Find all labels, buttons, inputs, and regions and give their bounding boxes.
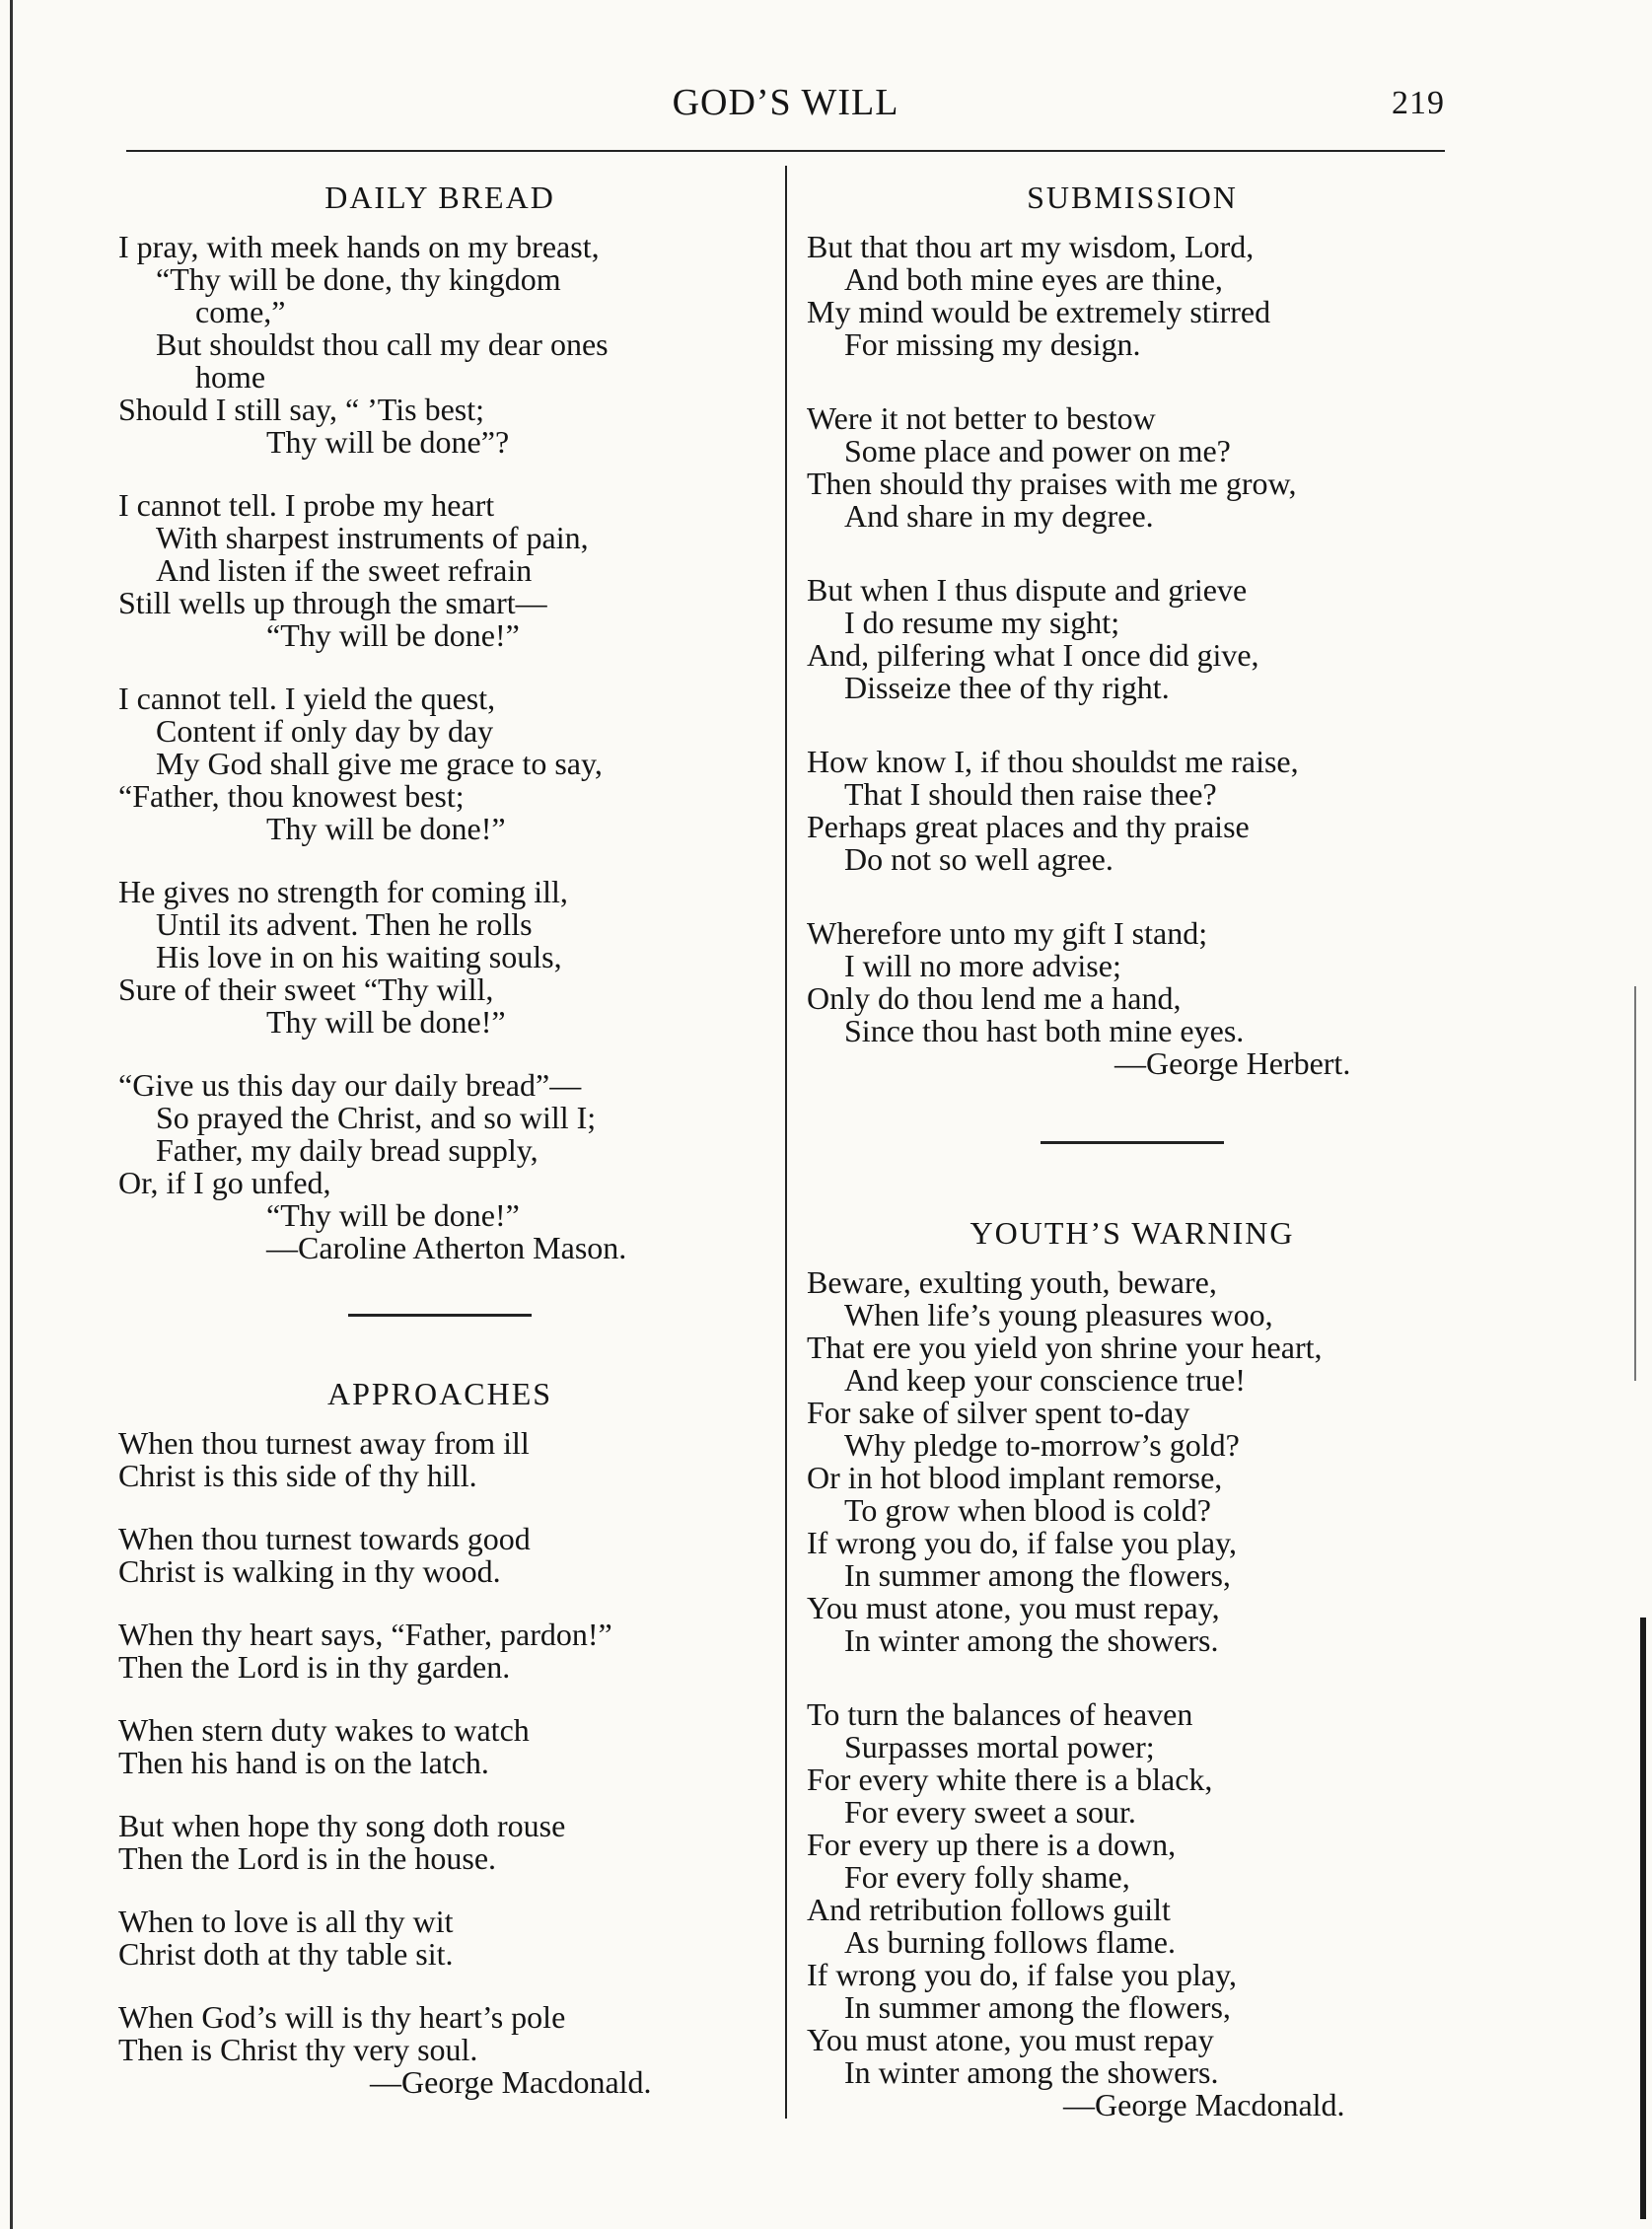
attribution: —George Herbert.: [1114, 1045, 1351, 1081]
stanza: [118, 1427, 761, 1492]
stanza: [118, 489, 761, 652]
verse-line: Since thou hast both mine eyes.: [844, 1013, 1245, 1048]
stanza: [807, 1266, 1458, 1657]
verse-line: When life’s young pleasures woo,: [844, 1297, 1273, 1332]
verse-line: Why pledge to-morrow’s gold?: [844, 1427, 1240, 1463]
verse-line: Still wells up through the smart—: [118, 585, 547, 620]
stanza: [807, 917, 1458, 1080]
stanza: [118, 2001, 761, 2099]
verse-line: When to love is all thy wit: [118, 1904, 454, 1939]
section-rule: [348, 1314, 532, 1317]
attribution: —George Macdonald.: [1063, 2087, 1345, 2122]
stanza: [118, 1810, 761, 1875]
verse-line: You must atone, you must repay: [807, 2022, 1214, 2057]
poem-title: APPROACHES: [326, 1376, 553, 1411]
verse-line: To turn the balances of heaven: [807, 1696, 1193, 1732]
stanza: [807, 574, 1458, 704]
verse-line: Then is Christ thy very soul.: [118, 2032, 478, 2067]
verse-line: With sharpest instruments of pain,: [156, 520, 589, 555]
verse-line: If wrong you do, if false you play,: [807, 1525, 1238, 1560]
verse-line: Thy will be done!”: [266, 811, 506, 846]
poem-daily-bread: [118, 178, 761, 1264]
verse-line: Thy will be done!”: [266, 1004, 506, 1040]
running-title: GOD’S WILL: [672, 82, 899, 123]
poem-title: YOUTH’S WARNING: [970, 1215, 1295, 1251]
page-number: 219: [1392, 85, 1445, 121]
verse-line: “Thy will be done!”: [266, 617, 520, 653]
verse-line: When stern duty wakes to watch: [118, 1712, 530, 1748]
stanza: [118, 683, 761, 845]
verse-line: Were it not better to bestow: [807, 400, 1156, 436]
scan-edge-bar: [1640, 1618, 1646, 2219]
poem-title: SUBMISSION: [1027, 180, 1238, 215]
verse-line: When thy heart says, “Father, pardon!”: [118, 1617, 612, 1652]
verse-line: He gives no strength for coming ill,: [118, 874, 568, 909]
verse-line: My mind would be extremely stirred: [807, 294, 1271, 329]
verse-line: In summer among the flowers,: [844, 1557, 1231, 1593]
verse-line: Disseize thee of thy right.: [844, 670, 1170, 705]
poem-submission: [807, 178, 1458, 1080]
verse-line: Christ doth at thy table sit.: [118, 1936, 454, 1972]
scan-edge-shadow: [10, 0, 13, 2229]
verse-line: “Father, thou knowest best;: [118, 778, 465, 814]
verse-line: To grow when blood is cold?: [844, 1492, 1211, 1528]
verse-line: In winter among the showers.: [844, 1622, 1219, 1658]
verse-line: How know I, if thou shouldst me raise,: [807, 744, 1299, 779]
verse-line: Surpasses mortal power;: [844, 1729, 1155, 1764]
verse-line: If wrong you do, if false you play,: [807, 1957, 1238, 1992]
verse-line: I cannot tell. I probe my heart: [118, 487, 495, 523]
verse-line: Then the Lord is in thy garden.: [118, 1649, 511, 1685]
verse-line: Or, if I go unfed,: [118, 1165, 331, 1200]
verse-line: In winter among the showers.: [844, 2054, 1219, 2090]
verse-line: In summer among the flowers,: [844, 1989, 1231, 2025]
stanza: [118, 1905, 761, 1971]
verse-line: But shouldst thou call my dear ones: [156, 326, 609, 362]
verse-line: So prayed the Christ, and so will I;: [156, 1100, 597, 1135]
left-column: [118, 170, 761, 2129]
verse-line: Should I still say, “ ’Tis best;: [118, 392, 484, 427]
verse-line: Perhaps great places and thy praise: [807, 809, 1250, 844]
stanza: [118, 1714, 761, 1779]
verse-line: And, pilfering what I once did give,: [807, 637, 1259, 673]
verse-line: For every up there is a down,: [807, 1827, 1177, 1862]
verse-line: My God shall give me grace to say,: [156, 746, 603, 781]
stanza: [118, 1523, 761, 1588]
verse-line: Beware, exulting youth, beware,: [807, 1264, 1217, 1300]
stanza: [118, 1618, 761, 1684]
verse-line: But that thou art my wisdom, Lord,: [807, 229, 1255, 264]
verse-line: Until its advent. Then he rolls: [156, 906, 533, 942]
verse-line: That I should then raise thee?: [844, 776, 1217, 812]
right-column: [807, 170, 1458, 2121]
verse-line: For every sweet a sour.: [844, 1794, 1136, 1830]
verse-line: And retribution follows guilt: [807, 1892, 1171, 1927]
stanza: [807, 231, 1458, 361]
verse-line: And both mine eyes are thine,: [844, 261, 1223, 297]
poem-approaches: [118, 1374, 761, 2099]
verse-line: “Thy will be done, thy kingdom: [156, 261, 561, 297]
stanza: [118, 876, 761, 1039]
attribution: —Caroline Atherton Mason.: [266, 1230, 627, 1265]
stanza: [807, 1698, 1458, 2121]
stanza: [118, 231, 761, 459]
verse-line: His love in on his waiting souls,: [156, 939, 562, 974]
verse-line: I do resume my sight;: [844, 605, 1120, 640]
poem-youths-warning: [807, 1213, 1458, 2121]
verse-line: When thou turnest away from ill: [118, 1425, 530, 1461]
verse-line: I cannot tell. I yield the quest,: [118, 681, 496, 716]
verse-line: Then should thy praises with me grow,: [807, 466, 1297, 501]
verse-line: Some place and power on me?: [844, 433, 1231, 468]
verse-line: Sure of their sweet “Thy will,: [118, 971, 494, 1007]
verse-line: Christ is this side of thy hill.: [118, 1458, 477, 1493]
verse-line: And keep your conscience true!: [844, 1362, 1246, 1398]
verse-line: When God’s will is thy heart’s pole: [118, 1999, 566, 2035]
page-header: [126, 81, 1445, 140]
verse-line: But when I thus dispute and grieve: [807, 572, 1248, 608]
section-rule: [1041, 1141, 1224, 1144]
verse-line: Father, my daily bread supply,: [156, 1132, 539, 1168]
verse-line: For every white there is a black,: [807, 1762, 1213, 1797]
scan-edge-mark: [1634, 986, 1636, 1381]
verse-line: I pray, with meek hands on my breast,: [118, 229, 600, 264]
verse-line: As burning follows flame.: [844, 1924, 1176, 1960]
verse-line: come,”: [195, 294, 286, 329]
header-rule: [126, 150, 1445, 152]
verse-line: home: [195, 359, 266, 395]
verse-line: When thou turnest towards good: [118, 1521, 531, 1556]
verse-line: Or in hot blood implant remorse,: [807, 1460, 1223, 1495]
verse-line: Then the Lord is in the house.: [118, 1840, 497, 1876]
verse-line: For missing my design.: [844, 326, 1141, 362]
verse-line: “Thy will be done!”: [266, 1197, 520, 1233]
poem-title: DAILY BREAD: [324, 180, 555, 215]
verse-line: Only do thou lend me a hand,: [807, 980, 1182, 1016]
verse-line: But when hope thy song doth rouse: [118, 1808, 566, 1843]
verse-line: Then his hand is on the latch.: [118, 1745, 489, 1780]
verse-line: Thy will be done”?: [266, 424, 510, 460]
stanza: [807, 746, 1458, 876]
stanza: [807, 402, 1458, 533]
stanza: [118, 1069, 761, 1264]
column-divider: [785, 166, 787, 2119]
attribution: —George Macdonald.: [370, 2064, 652, 2100]
verse-line: For every folly shame,: [844, 1859, 1130, 1895]
verse-line: Do not so well agree.: [844, 841, 1113, 877]
verse-line: I will no more advise;: [844, 948, 1121, 983]
verse-line: Wherefore unto my gift I stand;: [807, 915, 1208, 951]
verse-line: You must atone, you must repay,: [807, 1590, 1220, 1625]
verse-line: For sake of silver spent to-day: [807, 1395, 1190, 1430]
verse-line: And listen if the sweet refrain: [156, 552, 533, 588]
verse-line: Christ is walking in thy wood.: [118, 1553, 501, 1589]
verse-line: And share in my degree.: [844, 498, 1154, 534]
verse-line: Content if only day by day: [156, 713, 494, 749]
verse-line: “Give us this day our daily bread”—: [118, 1067, 582, 1103]
verse-line: That ere you yield yon shrine your heart,: [807, 1330, 1323, 1365]
